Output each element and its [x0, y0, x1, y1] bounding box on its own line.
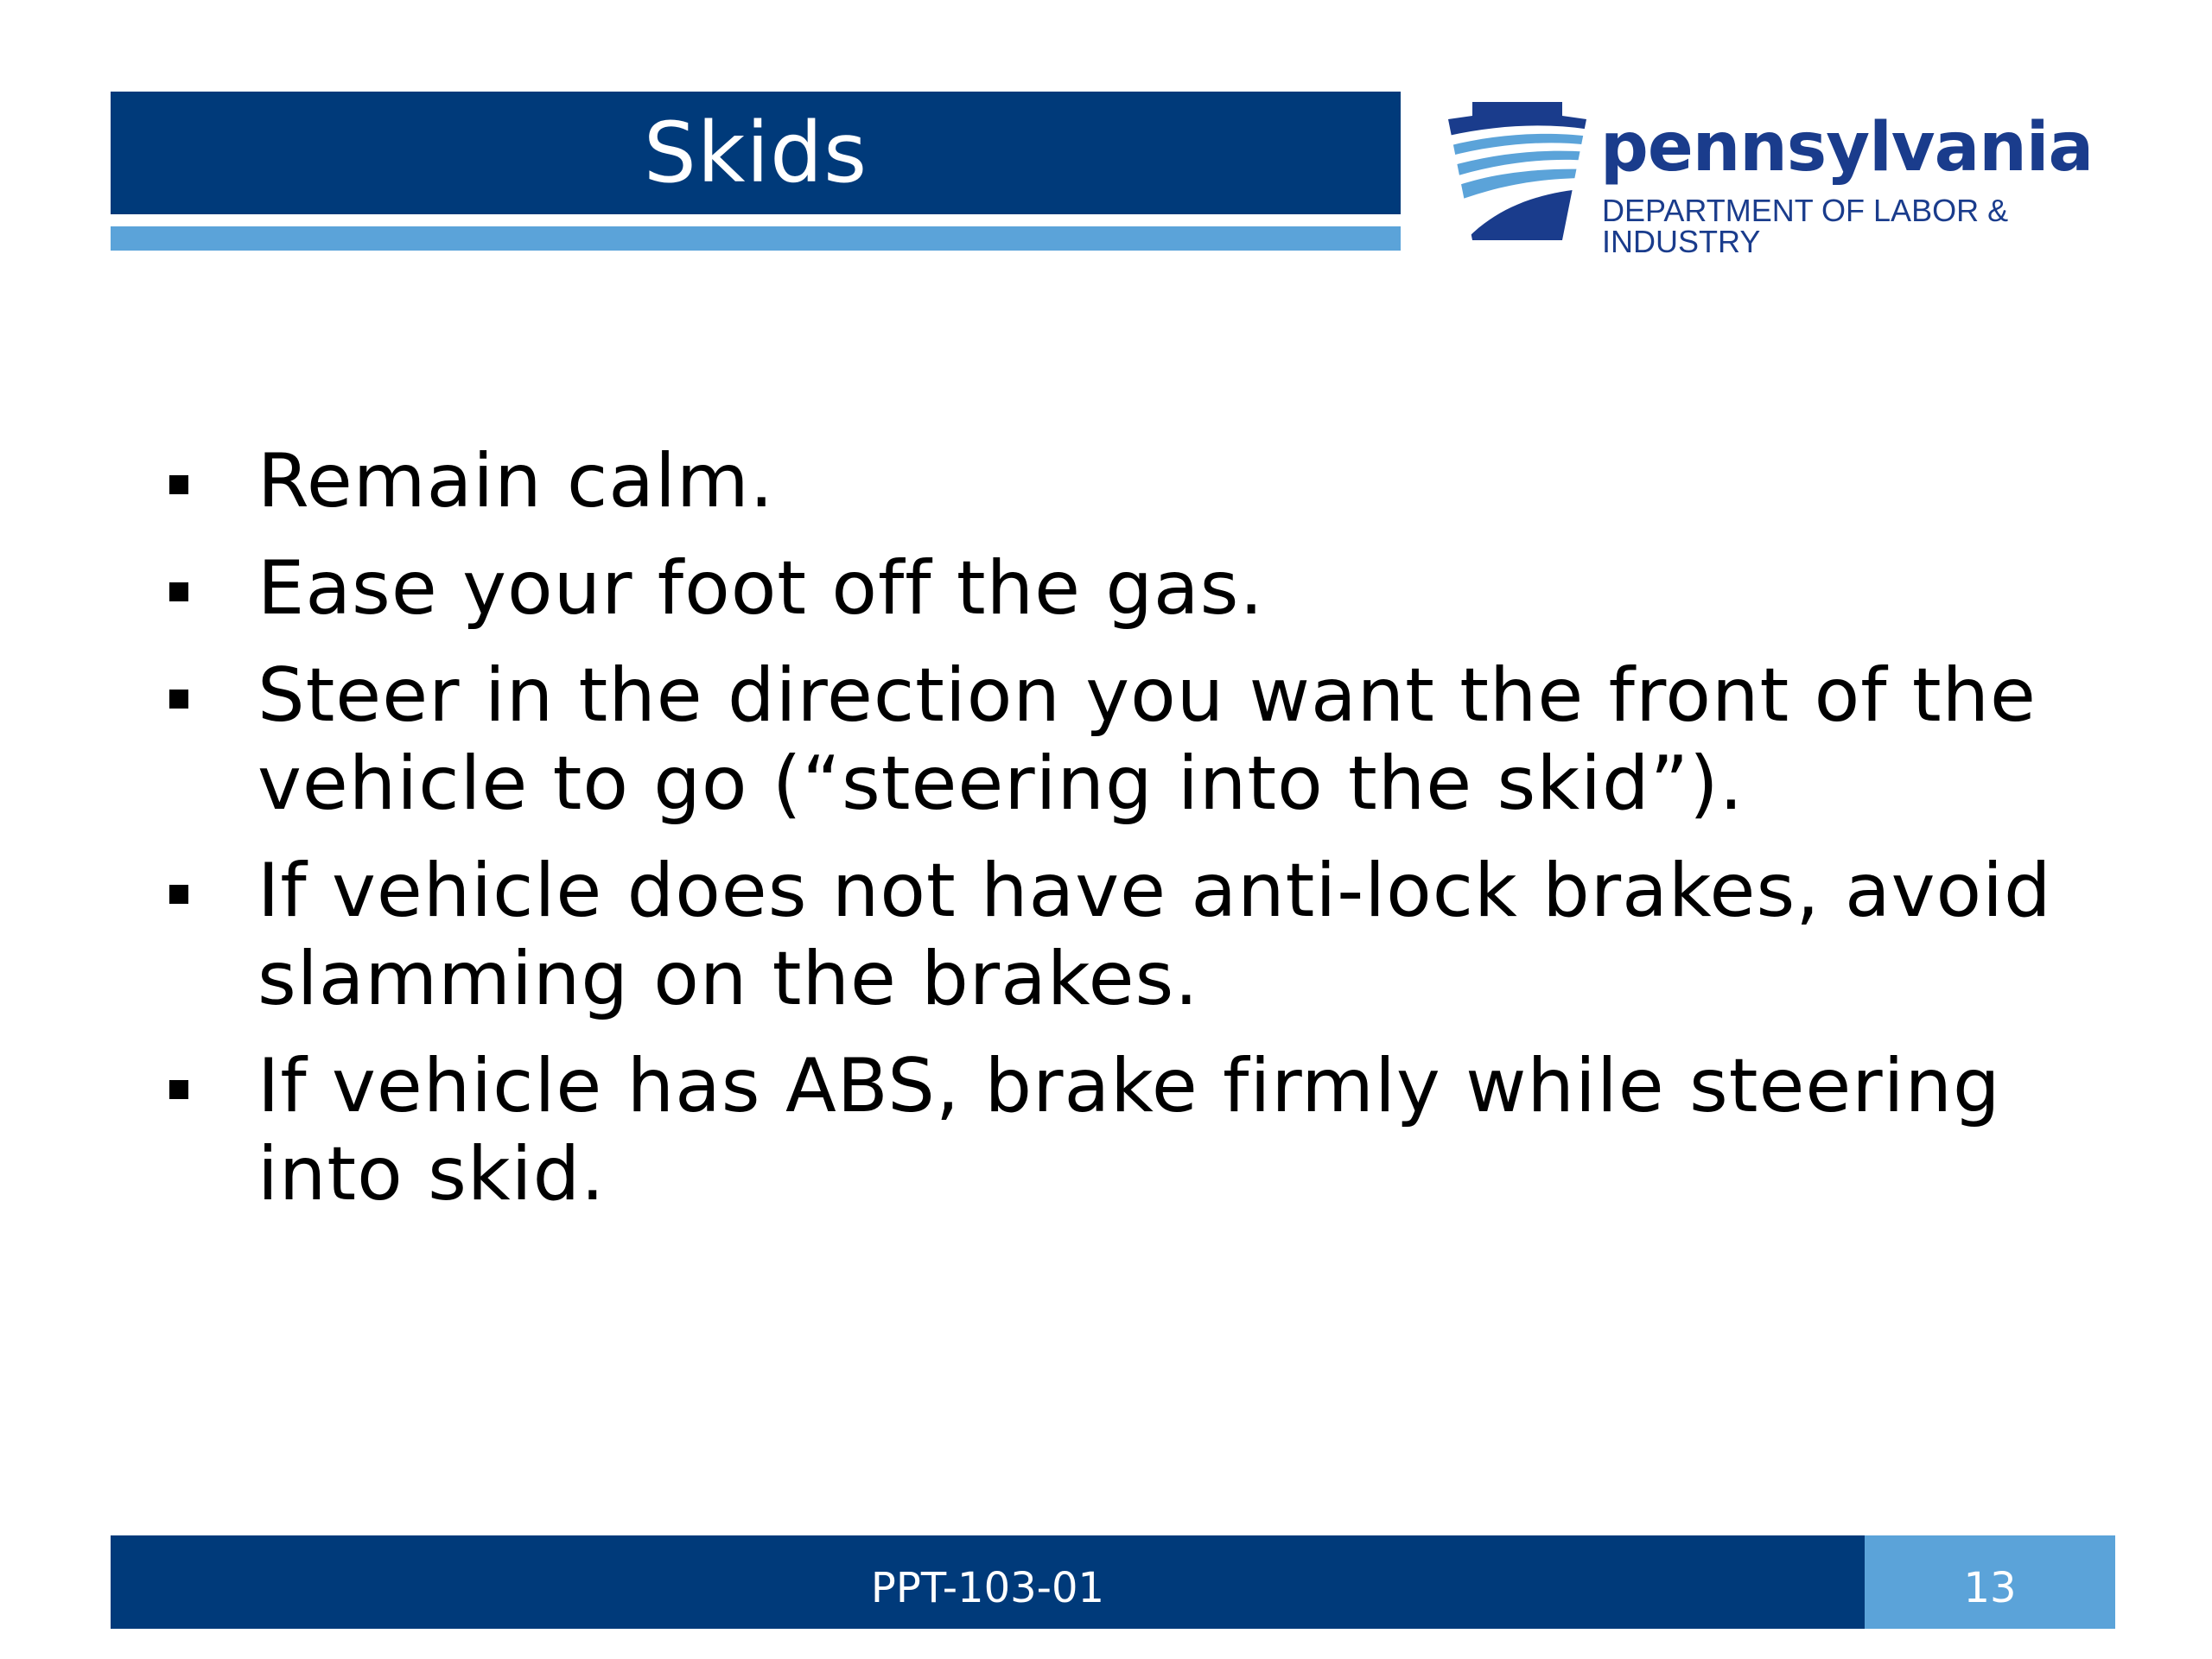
- bullet-text: Remain calm.: [257, 438, 775, 524]
- bullet-text: If vehicle does not have anti-lock brakes, avoid slamming on the brakes.: [257, 848, 2052, 1022]
- title-bar: [111, 92, 1401, 214]
- list-item: [169, 437, 2070, 525]
- square-bullet-icon: [169, 582, 188, 601]
- square-bullet-icon: [169, 475, 188, 494]
- square-bullet-icon: [169, 1080, 188, 1099]
- slide-title: Skids: [643, 105, 868, 201]
- bullet-text: Steer in the direction you want the front of the vehicle to go (“steering into the skid”).: [257, 652, 2037, 827]
- list-item: [169, 1042, 2070, 1218]
- logo-department: DEPARTMENT OF LABOR & INDUSTRY: [1602, 193, 2009, 259]
- bullet-text: Ease your foot off the gas.: [257, 545, 1264, 632]
- footer-bar: [111, 1535, 1865, 1629]
- square-bullet-icon: [169, 885, 188, 904]
- keystone-icon: [1445, 99, 1590, 240]
- list-item: [169, 847, 2070, 1023]
- footer-code: PPT-103-01: [870, 1564, 1105, 1612]
- bullet-text: If vehicle has ABS, brake firmly while steering into skid.: [257, 1043, 2001, 1217]
- pa-labor-logo: [1445, 99, 2136, 259]
- page-number: 13: [1963, 1564, 2017, 1612]
- square-bullet-icon: [169, 690, 188, 709]
- list-item: [169, 544, 2070, 632]
- logo-name: pennsylvania: [1600, 109, 2094, 187]
- page-number-box: [1865, 1535, 2115, 1629]
- title-underline: [111, 226, 1401, 251]
- bullet-list: [169, 437, 2070, 1237]
- list-item: [169, 652, 2070, 828]
